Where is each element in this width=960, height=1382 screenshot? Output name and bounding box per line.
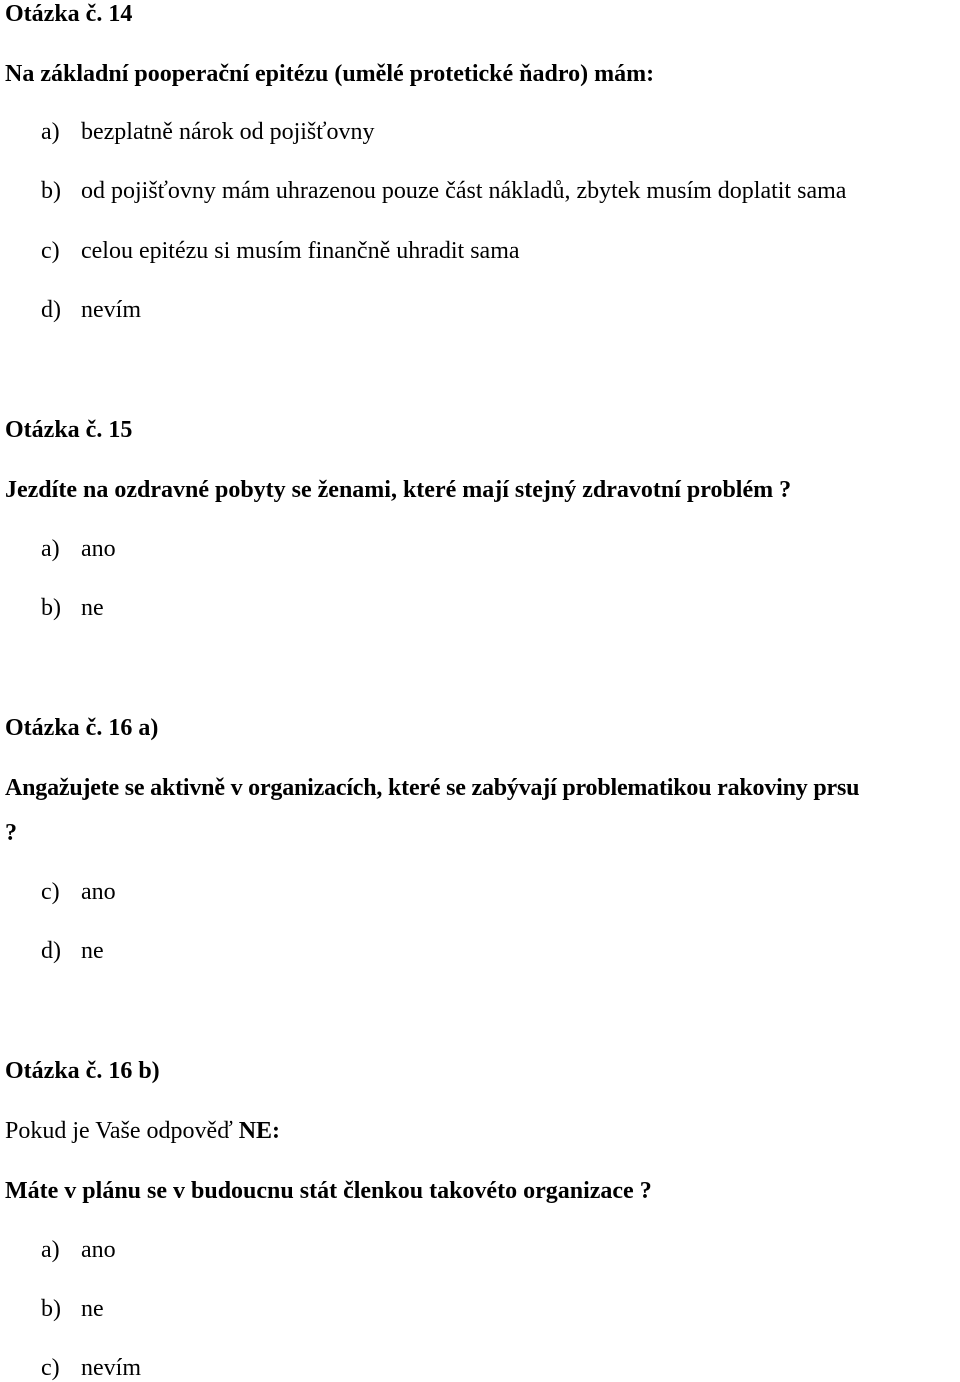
option-letter: b): [41, 1296, 61, 1322]
question-16b-option-c: [41, 1354, 141, 1382]
condition-answer: NE:: [238, 1118, 281, 1144]
option-text: ne: [81, 938, 104, 964]
question-15-option-a: [41, 535, 116, 563]
question-14-option-b: [41, 177, 846, 205]
question-14-text: Na základní pooperační epitézu (umělé protetické ňadro) mám:: [5, 61, 655, 87]
question-15-option-b: [41, 594, 104, 622]
option-text: bezplatně nárok od pojišťovny: [81, 119, 375, 145]
option-text: celou epitézu si musím finančně uhradit sama: [81, 238, 520, 264]
option-letter: d): [41, 297, 61, 323]
option-letter: c): [41, 238, 60, 264]
question-16b-condition: [5, 1117, 280, 1145]
question-16b-option-a: [41, 1236, 116, 1264]
option-text: ano: [81, 536, 116, 562]
question-15-text: Jezdíte na ozdravné pobyty se ženami, které mají stejný zdravotní problém ?: [5, 477, 792, 503]
option-letter: a): [41, 1237, 60, 1263]
option-letter: d): [41, 938, 61, 964]
question-14-option-a: [41, 118, 375, 146]
question-14-heading: Otázka č. 14: [5, 1, 133, 27]
option-text: ne: [81, 1296, 104, 1322]
option-letter: b): [41, 595, 61, 621]
option-letter: a): [41, 119, 60, 145]
question-16a-option-d: [41, 937, 104, 965]
option-letter: c): [41, 1355, 60, 1381]
question-14-option-c: [41, 237, 520, 265]
option-letter: b): [41, 178, 61, 204]
option-text: ano: [81, 879, 116, 905]
condition-prefix: Pokud je Vaše odpověď: [5, 1118, 239, 1144]
question-16b-text: Máte v plánu se v budoucnu stát členkou takovéto organizace ?: [5, 1178, 652, 1204]
option-letter: c): [41, 879, 60, 905]
option-text: ano: [81, 1237, 116, 1263]
question-16a-option-c: [41, 878, 116, 906]
question-16b-option-b: [41, 1295, 104, 1323]
option-text: od pojišťovny mám uhrazenou pouze část nákladů, zbytek musím doplatit sama: [81, 178, 847, 204]
question-16a-heading: Otázka č. 16 a): [5, 715, 159, 741]
option-text: nevím: [81, 297, 141, 323]
option-text: ne: [81, 595, 104, 621]
option-text: nevím: [81, 1355, 141, 1381]
question-16a-text-line1: Angažujete se aktivně v organizacích, které se zabývají problematikou rakoviny prsu: [5, 775, 860, 801]
option-letter: a): [41, 536, 60, 562]
question-15-heading: Otázka č. 15: [5, 417, 133, 443]
question-16a-text-line2: ?: [5, 820, 17, 846]
question-16b-heading: Otázka č. 16 b): [5, 1058, 160, 1084]
question-14-option-d: [41, 296, 141, 324]
